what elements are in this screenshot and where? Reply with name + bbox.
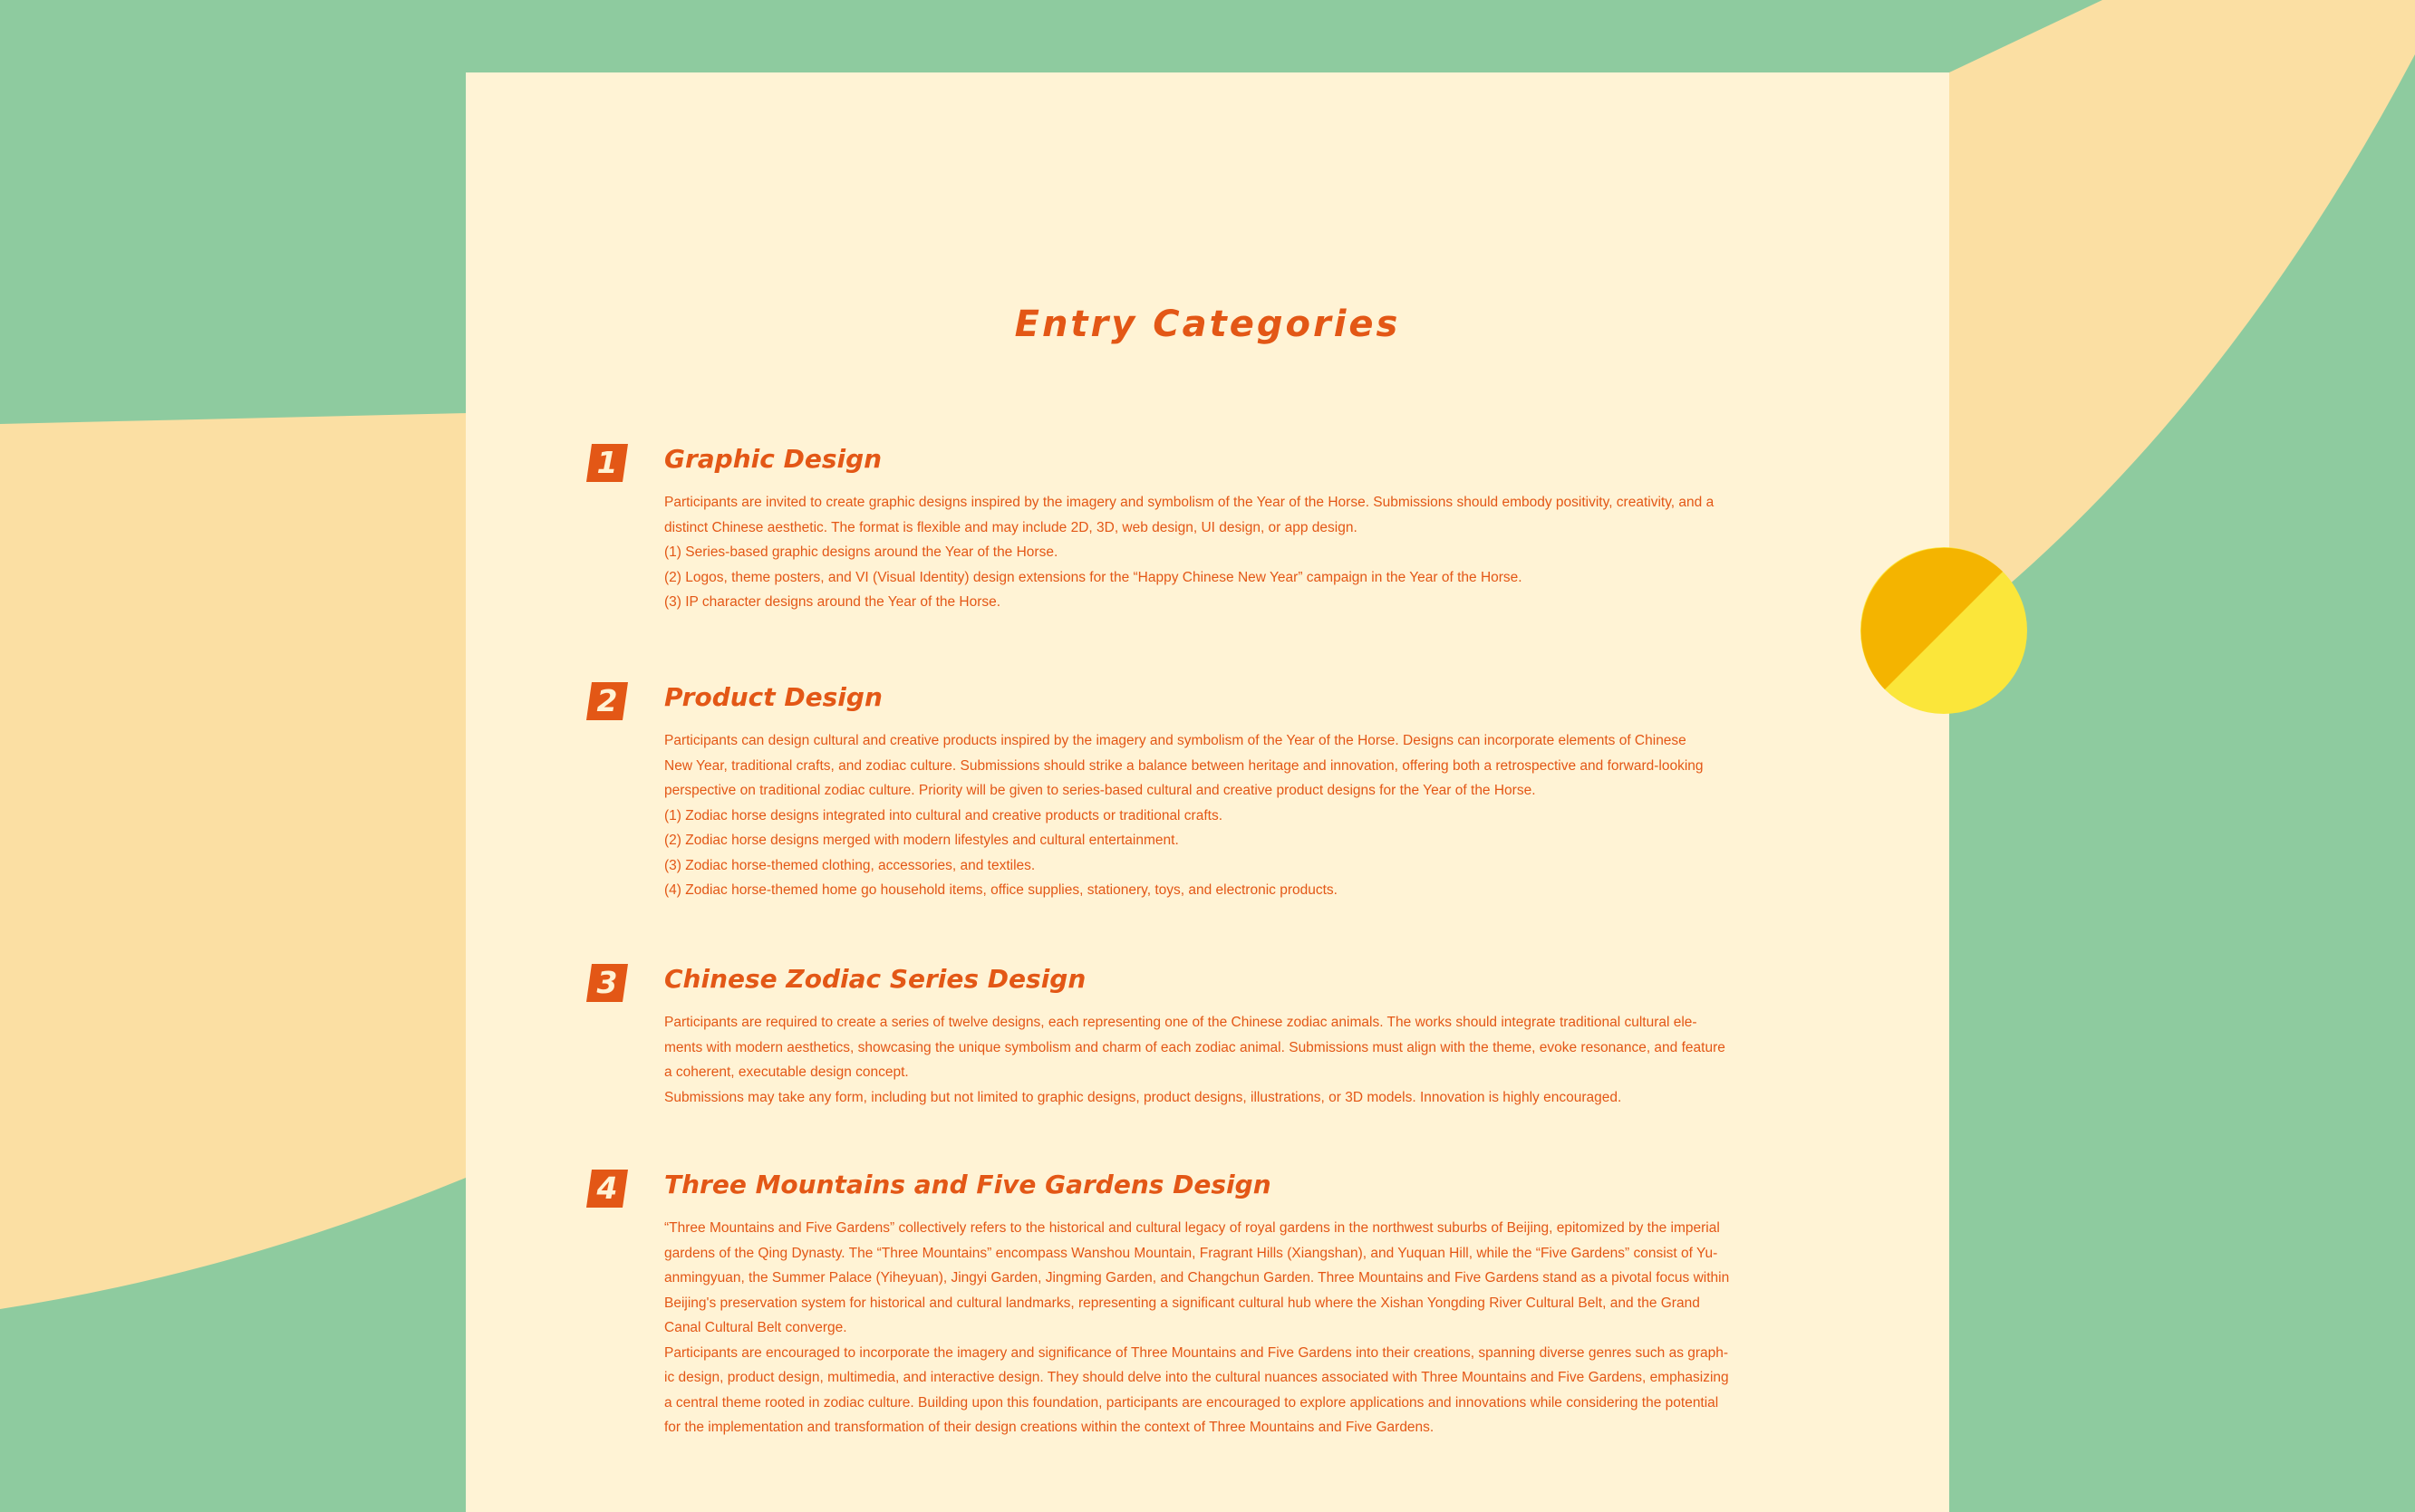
description-line: (4) Zodiac horse-themed home go household items, office supplies, stationery, toys, and electronic products. [664,882,1338,898]
description-line: Participants are encouraged to incorporate the imagery and significance of Three Mountains and Five Gardens into their creations, spanning diverse genres such as graph- [664,1344,1729,1361]
description-line: anmingyuan, the Summer Palace (Yiheyuan), Jingyi Garden, Jingming Garden, and Changchun Garden. Three Mountains and Five Gardens stand as a pivotal focus within [664,1270,1730,1286]
category-description [664,490,1811,615]
badge-number: 4 [596,1170,618,1206]
category-description [664,728,1811,903]
description-line: “Three Mountains and Five Gardens” collectively refers to the historical and cultural legacy of royal gardens in the northwest suburbs of Beijing, epitomized by the imperial [664,1220,1720,1236]
description-line: ic design, product design, multimedia, and interactive design. They should delve into the cultural nuances associated with Three Mountains and Five Gardens, emphasizing [664,1370,1729,1385]
sun-circle-decoration [1860,547,2027,714]
description-line: a central theme rooted in zodiac culture. Building upon this foundation, participants are encouraged to explore applications and innovations while considering the potential [664,1394,1719,1411]
description-line: perspective on traditional zodiac culture. Priority will be given to series-based cultural and creative product designs for the Year of the Horse. [664,783,1536,798]
category-title: Product Design [664,682,883,712]
description-line: Submissions may take any form, including but not limited to graphic designs, product designs, illustrations, or 3D models. Innovation is highly encouraged. [664,1089,1622,1105]
badge-number: 3 [596,965,618,1000]
badge-number: 2 [596,683,618,718]
category-description [664,1010,1811,1110]
page-title: Entry Categories [1014,303,1401,345]
description-line: (2) Logos, theme posters, and VI (Visual Identity) design extensions for the “Happy Chinese New Year” campaign in the Year of the Horse. [664,569,1522,585]
number-badge [586,1170,628,1208]
description-line: (1) Series-based graphic designs around the Year of the Horse. [664,544,1058,560]
category-title: Graphic Design [664,444,883,474]
description-line: (2) Zodiac horse designs merged with modern lifestyles and cultural entertainment. [664,833,1179,848]
description-line: gardens of the Qing Dynasty. The “Three Mountains” encompass Wanshou Mountain, Fragrant Hills (Xiangshan), and Yuquan Hill, while the “Five Gardens” consist of Yu- [664,1245,1718,1261]
description-line: Participants are required to create a series of twelve designs, each representing one of the Chinese zodiac animals. The works should integrate traditional cultural ele- [664,1015,1697,1030]
number-badge [586,964,628,1002]
description-line: Beijing's preservation system for historical and cultural landmarks, representing a significant cultural hub where the Xishan Yongding River Cultural Belt, and the Grand [664,1295,1700,1311]
description-line: a coherent, executable design concept. [664,1064,909,1080]
description-line: (3) IP character designs around the Year of the Horse. [664,594,1001,610]
description-line: (3) Zodiac horse-themed clothing, accessories, and textiles. [664,857,1036,873]
category-title: Chinese Zodiac Series Design [664,964,1087,994]
description-line: ments with modern aesthetics, showcasing the unique symbolism and charm of each zodiac animal. Submissions must align with the theme, evoke resonance, and feature [664,1039,1725,1055]
description-line: New Year, traditional crafts, and zodiac culture. Submissions should strike a balance between heritage and innovation, offering both a retrospective and forward-looking [664,757,1704,774]
description-line: Participants are invited to create graphic designs inspired by the imagery and symbolism of the Year of the Horse. Submissions should embody positivity, creativity, and a [664,495,1715,510]
peach-left-band [0,413,466,1309]
description-line: for the implementation and transformation of their design creations within the context of Three Mountains and Five Gardens. [664,1420,1435,1435]
content-panel [466,72,1949,1512]
badge-number: 1 [596,445,618,480]
description-line: Participants can design cultural and creative products inspired by the imagery and symbolism of the Year of the Horse. Designs can incorporate elements of Chinese [664,733,1686,748]
description-line: Canal Cultural Belt converge. [664,1320,847,1335]
description-line: distinct Chinese aesthetic. The format is flexible and may include 2D, 3D, web design, UI design, or app design. [664,519,1357,535]
number-badge [586,682,628,720]
category-title: Three Mountains and Five Gardens Design [664,1170,1271,1199]
category-description [664,1216,1811,1440]
description-line: (1) Zodiac horse designs integrated into cultural and creative products or traditional crafts. [664,807,1223,823]
number-badge [586,444,628,482]
